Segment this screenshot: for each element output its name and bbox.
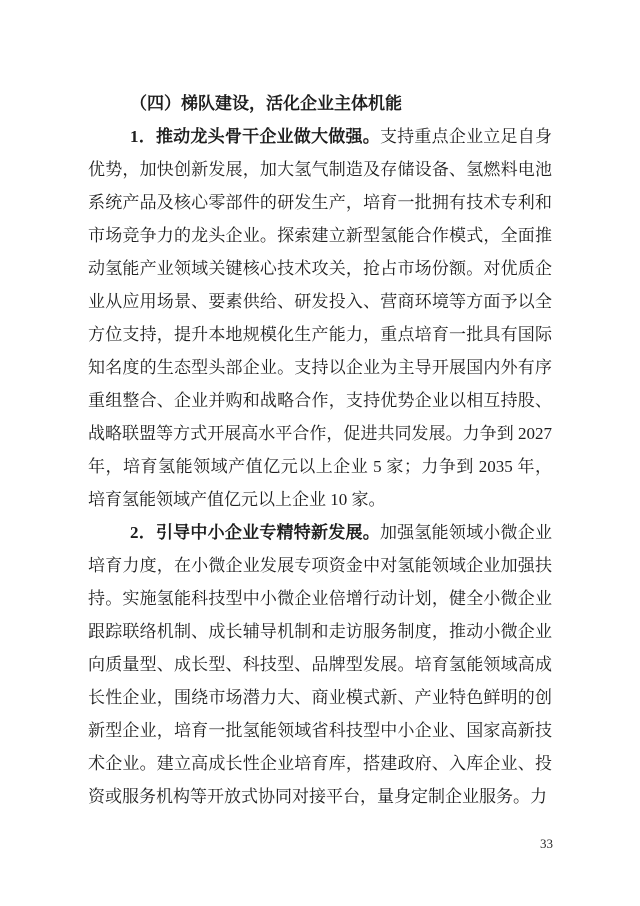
paragraph — [88, 120, 552, 516]
paragraph — [88, 516, 552, 813]
paragraph-lead: 1．推动龙头骨干企业做大做强。 — [130, 127, 380, 146]
paragraph-text: 加强氢能领域小微企业培育力度，在小微企业发展专项资金中对氢能领域企业加强扶持。实施氢能科技型中小微企业倍增行动计划，健全小微企业跟踪联络机制、成长辅导机制和走访服务制度，推动小微企业向质量型、成长型、科技型、品牌型发展。培育氢能领域高成长性企业，围绕市场潜力大、商业模式新、产业特色鲜明的创新型企业，培育一批氢能领域省科技型中小企业、国家高新技术企业。建立高成长性企业培育库，搭建政府、入库企业、投资或服务机构等开放式协同对接平台，量身定制企业服务。力 — [88, 523, 552, 806]
section-heading: （四）梯队建设，活化企业主体机能 — [130, 94, 402, 113]
document-body — [88, 87, 552, 813]
paragraph-text: 支持重点企业立足自身优势，加快创新发展，加大氢气制造及存储设备、氢燃料电池系统产品及核心零部件的研发生产，培育一批拥有技术专利和市场竞争力的龙头企业。探索建立新型氢能合作模式，全面推动氢能产业领域关键核心技术攻关，抢占市场份额。对优质企业从应用场景、要素供给、研发投入、营商环境等方面予以全方位支持，提升本地规模化生产能力，重点培育一批具有国际知名度的生态型头部企业。支持以企业为主导开展国内外有序重组整合、企业并购和战略合作，支持优势企业以相互持股、战略联盟等方式开展高水平合作，促进共同发展。力争到 2027 年，培育氢能领域产值亿元以上企业 5 家；力争到 2035 年，培育氢能领域产值亿元以上企业 10 家。 — [88, 127, 552, 509]
paragraph-lead: 2．引导中小企业专精特新发展。 — [130, 523, 380, 542]
page-number: 33 — [540, 836, 553, 851]
